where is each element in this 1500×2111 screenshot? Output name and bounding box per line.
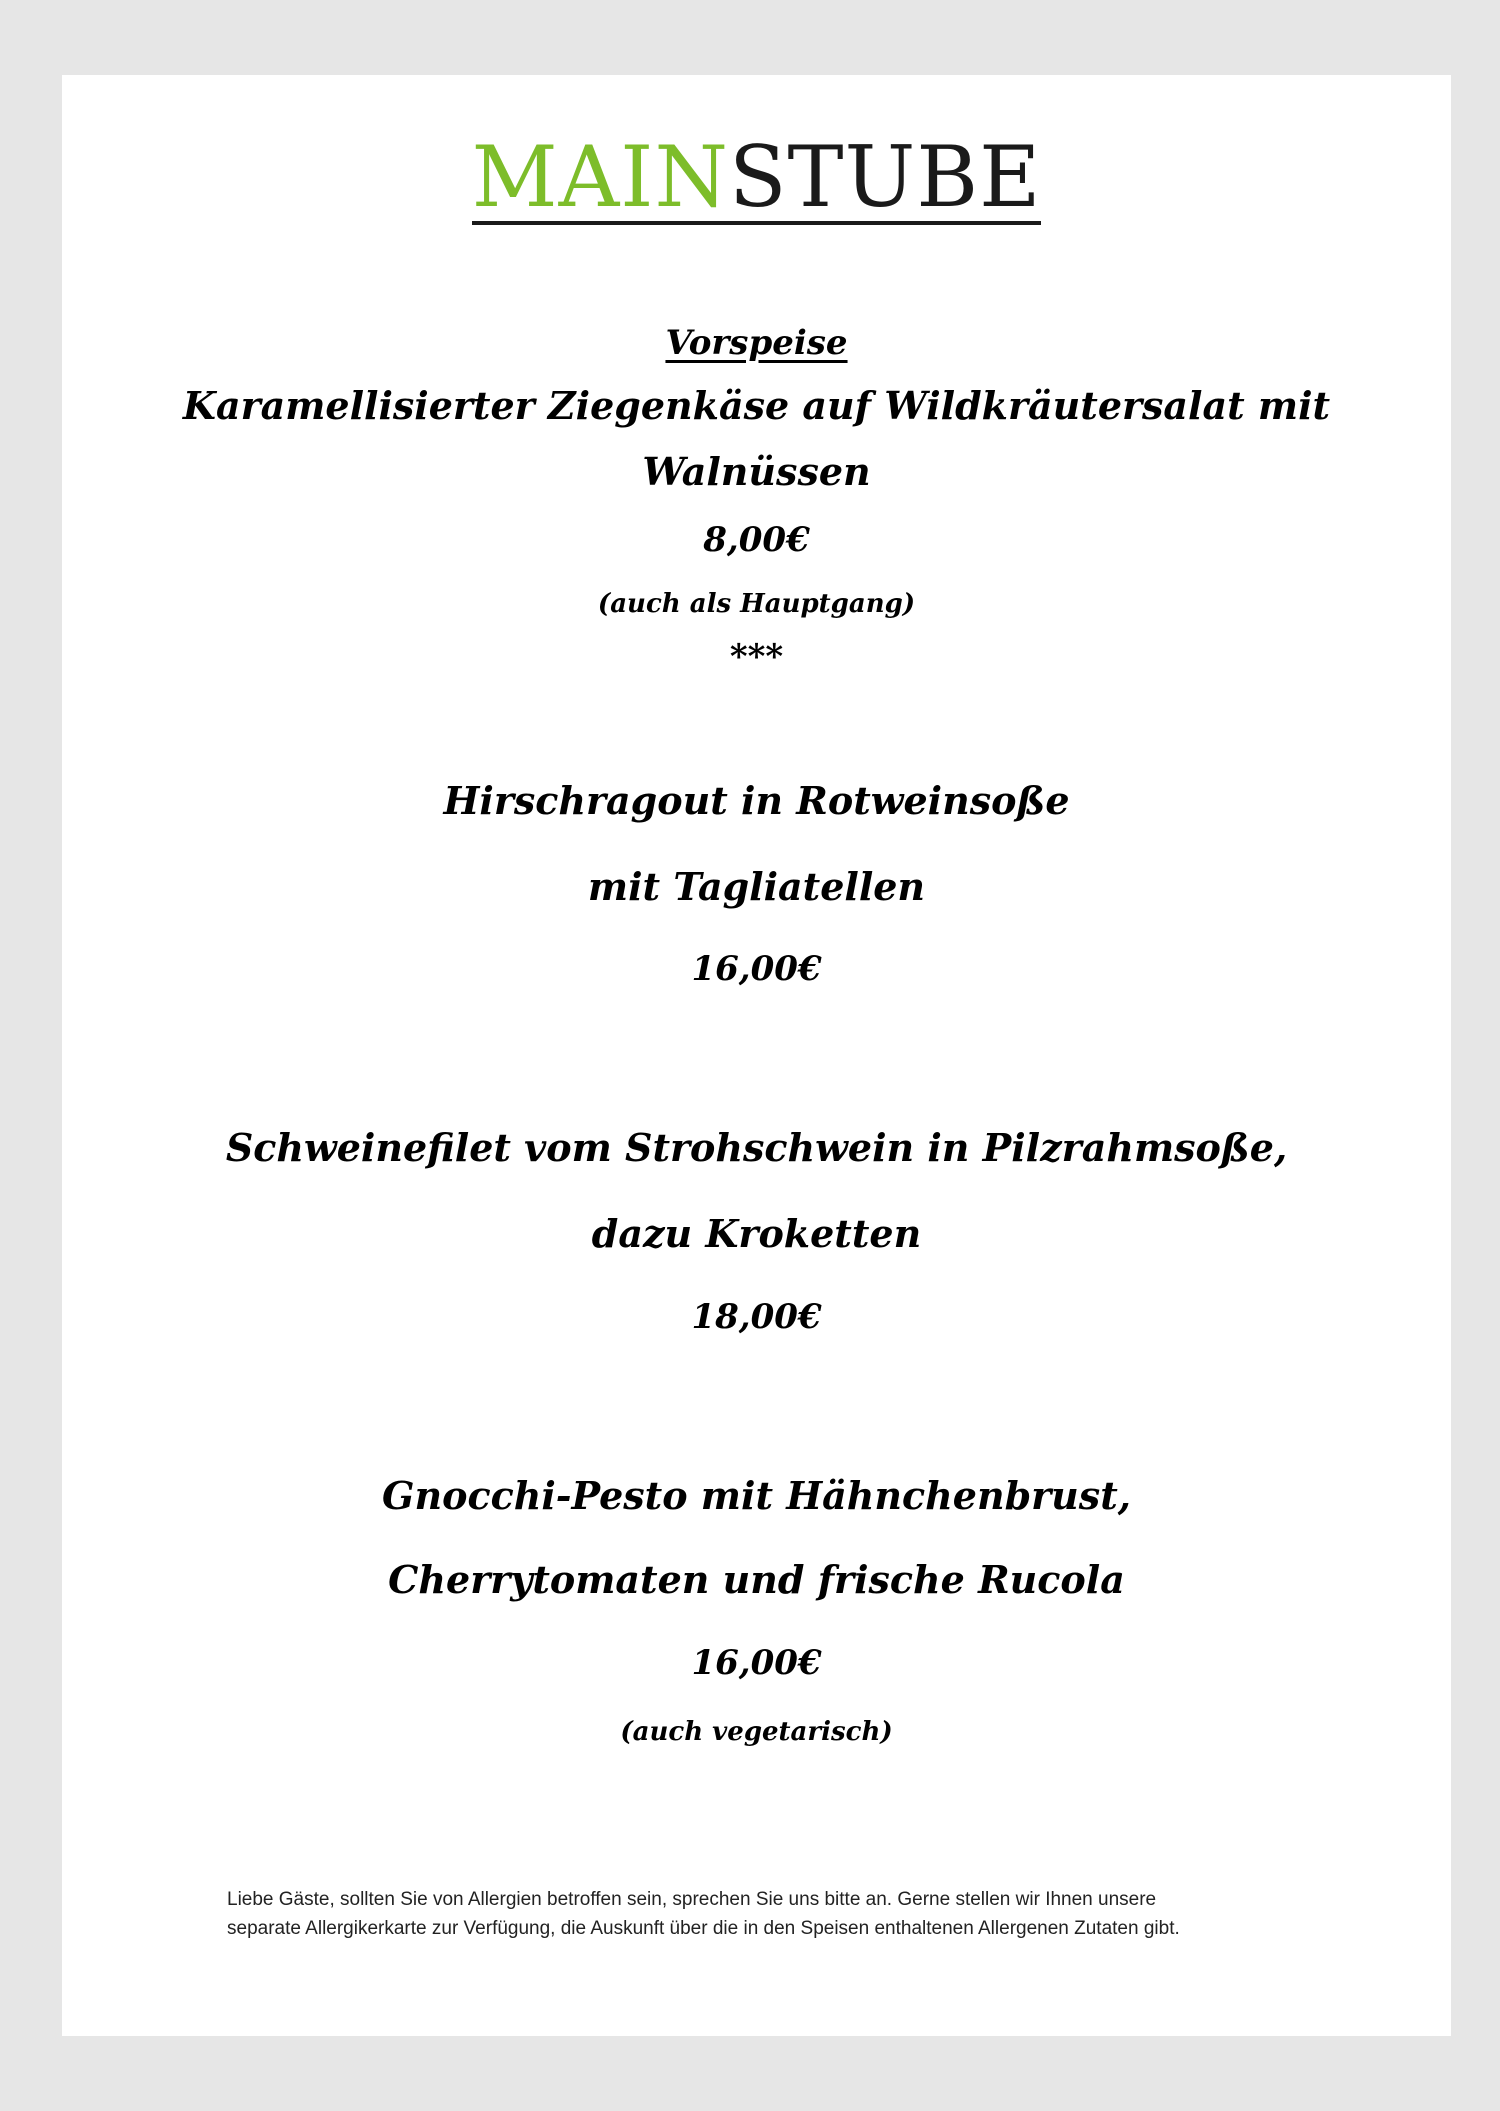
- section-heading-vorspeise: Vorspeise: [665, 323, 848, 363]
- starter-name-line2: Walnüssen: [642, 449, 871, 494]
- dish1-price: 16,00€: [691, 949, 822, 989]
- logo-part-stube: STUBE: [728, 128, 1042, 226]
- starter-note: (auch als Hauptgang): [597, 589, 916, 619]
- dish2-name-line1: Schweinefilet vom Strohschwein in Pilzrahmsoße,: [225, 1125, 1288, 1170]
- allergy-notice-line1: Liebe Gäste, sollten Sie von Allergien betroffen sein, sprechen Sie uns bitte an. Gerne stellen wir Ihnen unsere: [227, 1889, 1157, 1910]
- course-separator: ***: [729, 637, 784, 677]
- restaurant-logo: [62, 128, 1451, 226]
- dish3-name-line1: Gnocchi-Pesto mit Hähnchenbrust,: [382, 1473, 1131, 1518]
- dish2-name-line2: dazu Kroketten: [591, 1211, 922, 1256]
- dish3-name-line2: Cherrytomaten und frische Rucola: [388, 1557, 1125, 1602]
- dish3-note: (auch vegetarisch): [620, 1717, 893, 1747]
- dish2-price: 18,00€: [691, 1297, 822, 1337]
- starter-price: 8,00€: [703, 520, 810, 560]
- starter-name-line1: Karamellisierter Ziegenkäse auf Wildkräutersalat mit: [182, 383, 1331, 428]
- menu-page: [62, 75, 1451, 2036]
- logo-wordmark: [471, 128, 1042, 226]
- dish1-name-line2: mit Tagliatellen: [587, 864, 926, 909]
- dish3-price: 16,00€: [691, 1643, 822, 1683]
- dish1-name-line1: Hirschragout in Rotweinsoße: [443, 778, 1070, 823]
- allergy-notice-line2: separate Allergikerkarte zur Verfügung, die Auskunft über die in den Speisen enthaltenen Allergenen Zutaten gibt.: [227, 1918, 1180, 1939]
- logo-part-main: MAIN: [471, 128, 729, 226]
- allergy-notice: [227, 1885, 1327, 1943]
